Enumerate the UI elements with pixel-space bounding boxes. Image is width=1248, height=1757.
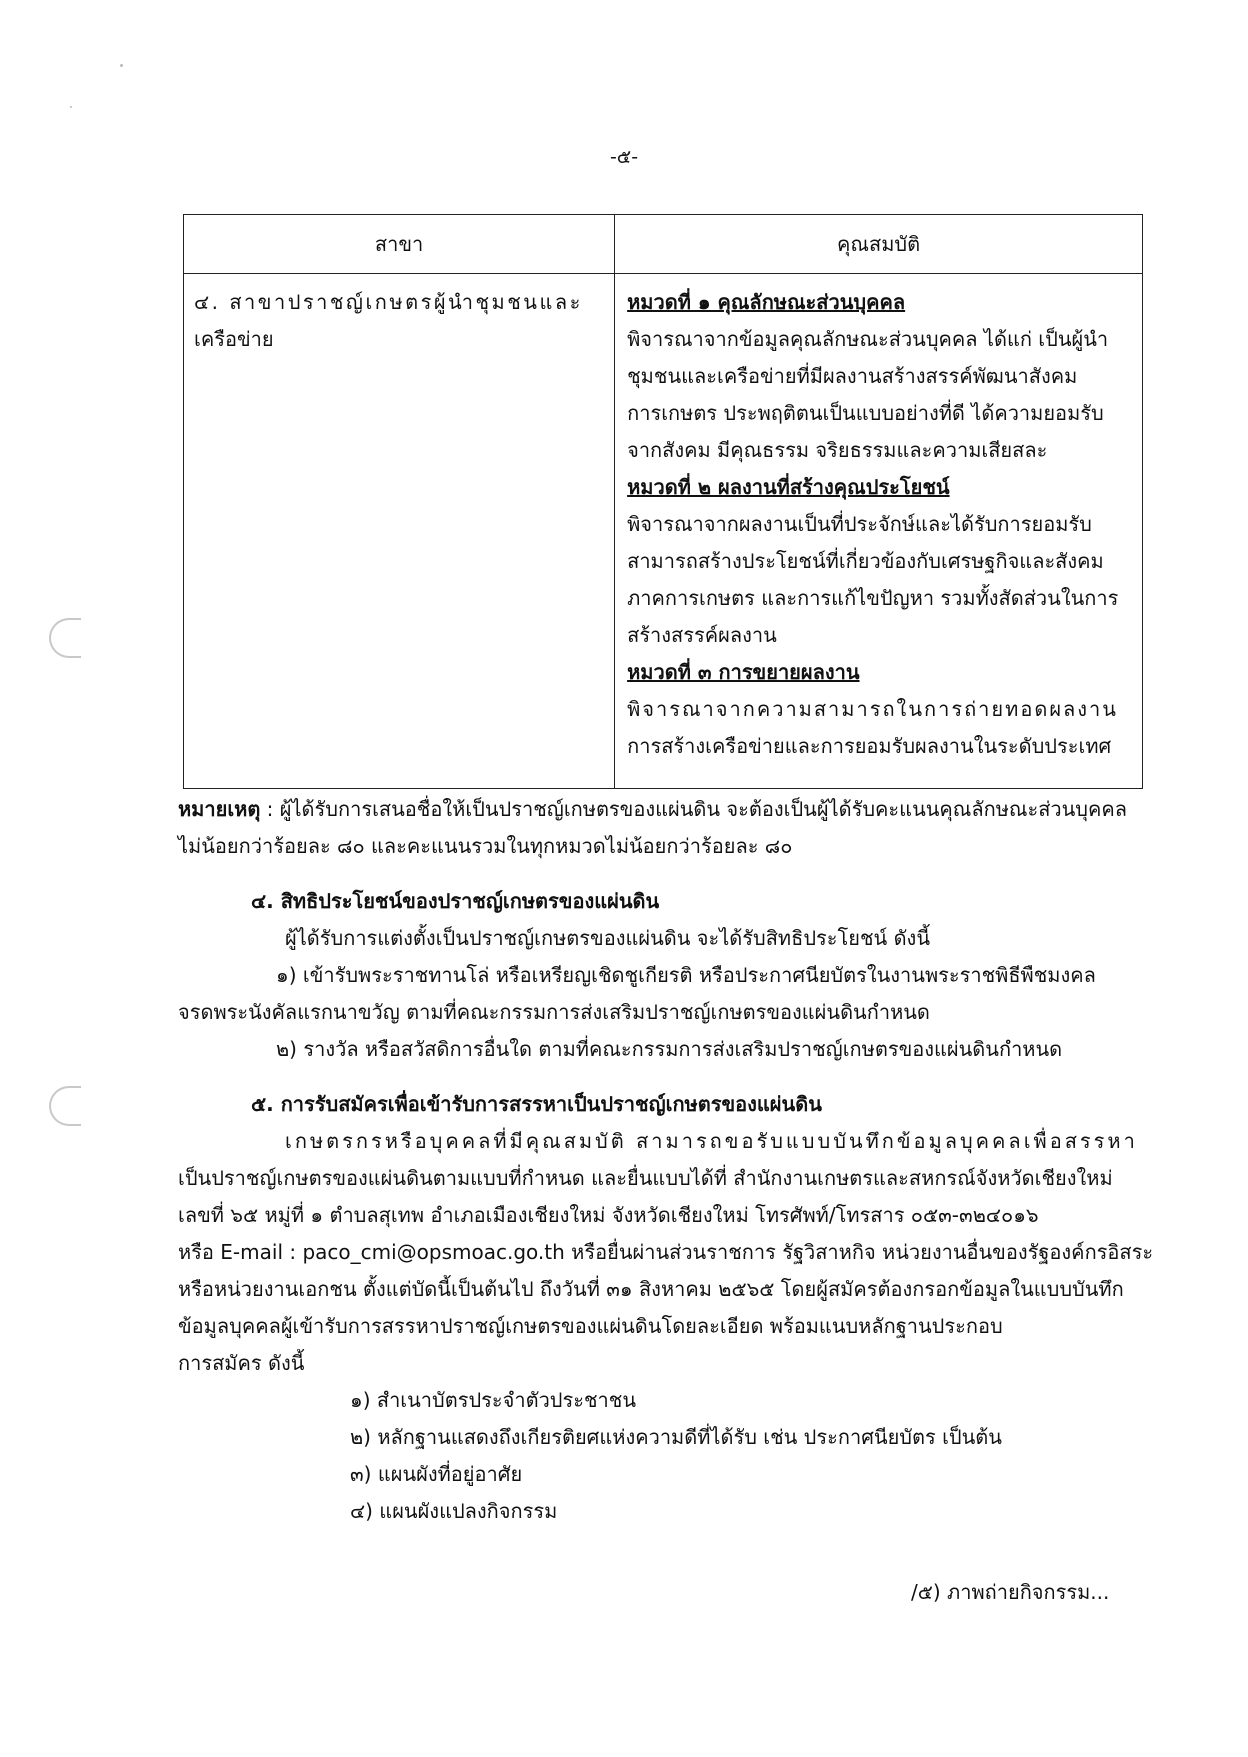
list-item: ๓) แผนผังที่อยู่อาศัย [350, 1462, 523, 1486]
paragraph-line: ข้อมูลบุคคลผู้เข้ารับการสรรหาปราชญ์เกษตรของแผ่นดินโดยละเอียด พร้อมแนบหลักฐานประกอบ [178, 1314, 1003, 1338]
punch-hole-mark [49, 618, 81, 658]
paragraph-line: หรือ E-mail : paco_cmi@opsmoac.go.th หรือยื่นผ่านส่วนราชการ รัฐวิสาหกิจ หน่วยงานอื่นของรัฐองค์กรอิสระ [178, 1240, 1154, 1264]
qualification-line: การสร้างเครือข่ายและการยอมรับผลงานในระดับประเทศ [627, 734, 1112, 758]
qualification-line: การเกษตร ประพฤติตนเป็นแบบอย่างที่ดี ได้ความยอมรับ [627, 401, 1104, 425]
punch-hole-mark [49, 1086, 81, 1126]
qualification-line: ชุมชนและเครือข่ายที่มีผลงานสร้างสรรค์พัฒนาสังคม [627, 364, 1078, 388]
list-item: ๒) หลักฐานแสดงถึงเกียรติยศแห่งความดีที่ได้รับ เช่น ประกาศนียบัตร เป็นต้น [350, 1425, 1002, 1449]
paragraph-line: ผู้ได้รับการแต่งตั้งเป็นปราชญ์เกษตรของแผ่นดิน จะได้รับสิทธิประโยชน์ ดังนี้ [285, 926, 930, 950]
list-item: ๔) แผนผังแปลงกิจกรรม [350, 1499, 558, 1523]
paragraph-line: เลขที่ ๖๕ หมู่ที่ ๑ ตำบลสุเทพ อำเภอเมืองเชียงใหม่ จังหวัดเชียงใหม่ โทรศัพท์/โทรสาร ๐๕๓-๓๒๔๐๑๖ [178, 1203, 1039, 1227]
branch-cell [184, 274, 615, 789]
qualification-cell [615, 274, 1143, 789]
branch-name-line: เครือข่าย [194, 327, 274, 351]
paragraph-line: เกษตรกรหรือบุคคลที่มีคุณสมบัติ สามารถขอรับแบบบันทึกข้อมูลบุคคลเพื่อสรรหา [285, 1129, 1138, 1153]
list-item: ๑) สำเนาบัตรประจำตัวประชาชน [350, 1388, 637, 1412]
paragraph-line: หรือหน่วยงานเอกชน ตั้งแต่บัดนี้เป็นต้นไป ถึงวันที่ ๓๑ สิงหาคม ๒๕๖๕ โดยผู้สมัครต้องกรอกข้อมูลในแบบบันทึก [178, 1277, 1124, 1301]
paragraph-line: จรดพระนังคัลแรกนาขวัญ ตามที่คณะกรรมการส่งเสริมปราชญ์เกษตรของแผ่นดินกำหนด [178, 1000, 930, 1024]
header-qualification: คุณสมบัติ [615, 215, 1143, 274]
header-branch: สาขา [184, 215, 615, 274]
note-label: หมายเหตุ [178, 797, 261, 821]
note-text: : ผู้ได้รับการเสนอชื่อให้เป็นปราชญ์เกษตรของแผ่นดิน จะต้องเป็นผู้ได้รับคะแนนคุณลักษณะส่วนบุคคล [260, 797, 1128, 821]
list-item: ๒) รางวัล หรือสวัสดิการอื่นใด ตามที่คณะกรรมการส่งเสริมปราชญ์เกษตรของแผ่นดินกำหนด [276, 1037, 1063, 1061]
category-heading: หมวดที่ ๑ คุณลักษณะส่วนบุคคล [627, 290, 906, 314]
list-item: ๑) เข้ารับพระราชทานโล่ หรือเหรียญเชิดชูเกียรติ หรือประกาศนียบัตรในงานพระราชพิธีพืชมงคล [276, 963, 1096, 987]
table-header-row [184, 215, 1143, 274]
criteria-table [183, 214, 1143, 789]
qualification-line: สร้างสรรค์ผลงาน [627, 623, 777, 647]
qualification-line: พิจารณาจากความสามารถในการถ่ายทอดผลงาน [627, 697, 1118, 721]
category-heading: หมวดที่ ๓ การขยายผลงาน [627, 660, 860, 684]
category-heading: หมวดที่ ๒ ผลงานที่สร้างคุณประโยชน์ [627, 475, 950, 499]
scan-speck [120, 64, 123, 67]
qualification-line: จากสังคม มีคุณธรรม จริยธรรมและความเสียสละ [627, 438, 1048, 462]
section-heading: ๕. การรับสมัครเพื่อเข้ารับการสรรหาเป็นปราชญ์เกษตรของแผ่นดิน [251, 1092, 822, 1116]
page-number: -๕- [609, 146, 639, 168]
section-heading: ๔. สิทธิประโยชน์ของปราชญ์เกษตรของแผ่นดิน [251, 889, 660, 913]
continuation-note: /๕) ภาพถ่ายกิจกรรม... [911, 1580, 1110, 1604]
scan-speck [70, 106, 72, 108]
table-row [184, 274, 1143, 789]
branch-name-line: ๔. สาขาปราชญ์เกษตรผู้นำชุมชนและ [194, 290, 583, 314]
qualification-line: ภาคการเกษตร และการแก้ไขปัญหา รวมทั้งสัดส่วนในการ [627, 586, 1119, 610]
note-line: ไม่น้อยกว่าร้อยละ ๘๐ และคะแนนรวมในทุกหมวดไม่น้อยกว่าร้อยละ ๘๐ [178, 834, 793, 858]
paragraph-line: เป็นปราชญ์เกษตรของแผ่นดินตามแบบที่กำหนด และยื่นแบบได้ที่ สำนักงานเกษตรและสหกรณ์จังหวัดเชียงใหม่ [178, 1166, 1113, 1190]
note-line [178, 791, 1127, 828]
paragraph-line: การสมัคร ดังนี้ [178, 1351, 305, 1375]
qualification-line: พิจารณาจากข้อมูลคุณลักษณะส่วนบุคคล ได้แก่ เป็นผู้นำ [627, 327, 1109, 351]
qualification-line: สามารถสร้างประโยชน์ที่เกี่ยวข้องกับเศรษฐกิจและสังคม [627, 549, 1104, 573]
qualification-line: พิจารณาจากผลงานเป็นที่ประจักษ์และได้รับการยอมรับ [627, 512, 1092, 536]
